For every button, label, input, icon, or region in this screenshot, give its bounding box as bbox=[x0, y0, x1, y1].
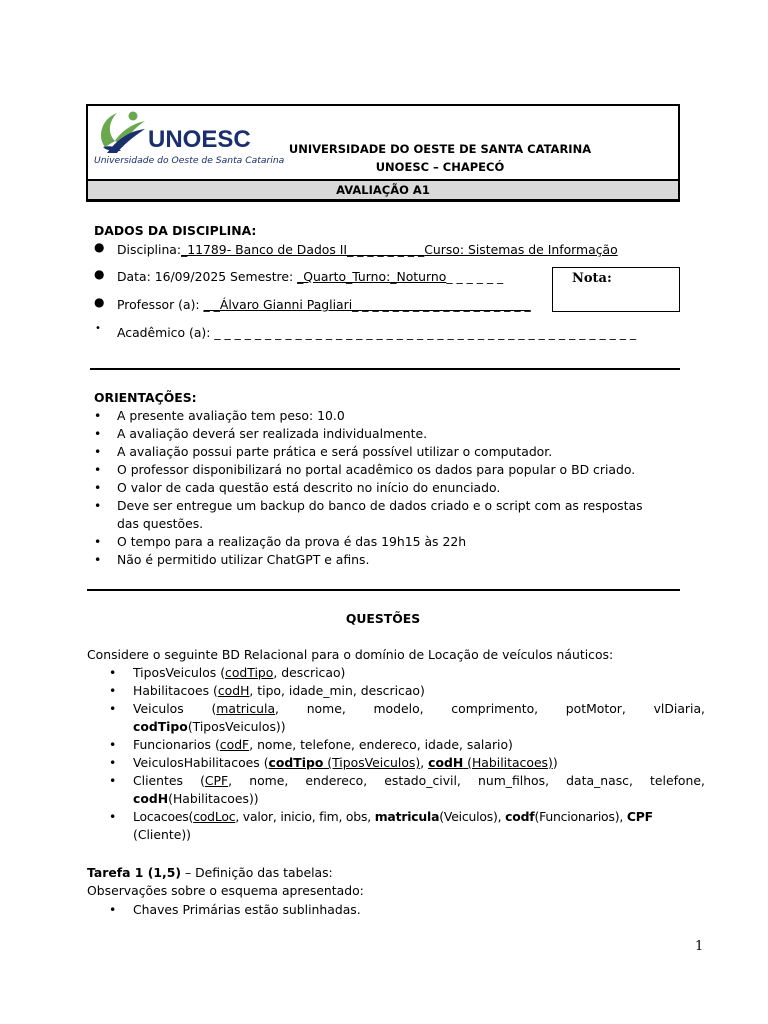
data-line bbox=[117, 268, 503, 286]
list-item: • O valor de cada questão está descrito no início do enunciado. bbox=[94, 480, 501, 495]
orientacoes-list bbox=[94, 407, 684, 569]
evaluation-title: AVALIAÇÃO A1 bbox=[336, 183, 430, 197]
turno-tail: _ _ _ _ _ _ bbox=[446, 269, 504, 284]
nota-label: Nota: bbox=[572, 271, 612, 286]
professor-line bbox=[117, 296, 531, 314]
list-item: • O tempo para a realização da prova é das 19h15 às 22h bbox=[94, 534, 467, 549]
schema-item-tiposveiculos: • TiposVeiculos (codTipo, descricao) bbox=[109, 665, 346, 680]
turno-value: _Noturno bbox=[390, 269, 447, 284]
questoes-intro: Considere o seguinte BD Relacional para o domínio de Locação de veículos náuticos: bbox=[87, 647, 614, 662]
disciplina-value: _11789- Banco de Dados II_ _ _ _ _ _ _ _ bbox=[181, 242, 425, 257]
schema-item-locacoes: • Locacoes(codLoc, valor, inicio, fim, obs, matricula(Veiculos), codf(Funcionarios), CPF (Cliente)) bbox=[109, 809, 653, 842]
bullet: ● bbox=[94, 240, 105, 254]
professor-value: _ _Álvaro Gianni Pagliari_ _ _ _ _ _ _ _ _ _ _ _ _ _ _ _ _ _ bbox=[203, 297, 531, 312]
questoes-heading: QUESTÕES bbox=[345, 611, 421, 626]
schema-list bbox=[109, 664, 705, 844]
semestre-value: _Quarto_Turno: bbox=[297, 269, 391, 284]
list-item: • Deve ser entregue um backup do banco de dados criado e o script com as respostas bbox=[94, 498, 643, 513]
list-item: • A presente avaliação tem peso: 10.0 bbox=[94, 408, 345, 423]
logo-subtitle: Universidade do Oeste de Santa Catarina bbox=[94, 155, 285, 166]
academico-line bbox=[117, 324, 636, 342]
university-campus: UNOESC – CHAPECÓ bbox=[375, 160, 505, 174]
curso-label: Curso: bbox=[424, 242, 465, 257]
section-divider bbox=[87, 589, 680, 591]
disciplina-line bbox=[117, 241, 618, 259]
schema-item-funcionarios: • Funcionarios (codF, nome, telefone, endereco, idade, salario) bbox=[109, 737, 513, 752]
tarefa-line bbox=[87, 864, 333, 882]
schema-item-habilitacoes: • Habilitacoes (codH, tipo, idade_min, descricao) bbox=[109, 683, 425, 698]
schema-item-veiculos: • Veiculos (matricula, nome, modelo, comprimento, potMotor, vlDiaria, codTipo(TiposVeiculos)) bbox=[109, 701, 705, 734]
list-item: • A avaliação possui parte prática e será possível utilizar o computador. bbox=[94, 444, 553, 459]
tarefa-title: Tarefa 1 (1,5) bbox=[87, 865, 182, 880]
orientacoes-heading: ORIENTAÇÕES: bbox=[94, 390, 197, 405]
obs-item: • Chaves Primárias estão sublinhadas. bbox=[109, 902, 361, 917]
data-label: Data: 16/09/2025 Semestre: bbox=[117, 269, 298, 284]
header-band-bottom-line bbox=[86, 201, 680, 202]
list-item: • Não é permitido utilizar ChatGPT e afins. bbox=[94, 552, 370, 567]
disciplina-label: Disciplina: bbox=[117, 242, 182, 257]
academico-label: Acadêmico (a): bbox=[117, 325, 215, 340]
curso-value: Sistemas de Informação bbox=[464, 242, 618, 257]
list-item: • A avaliação deverá ser realizada individualmente. bbox=[94, 426, 428, 441]
bullet: ● bbox=[94, 295, 105, 309]
university-name: UNIVERSIDADE DO OESTE DE SANTA CATARINA bbox=[288, 142, 592, 156]
page-number: 1 bbox=[695, 939, 704, 954]
list-item: • O professor disponibilizará no portal acadêmico os dados para popular o BD criado. bbox=[94, 462, 636, 477]
bullet: • bbox=[95, 323, 101, 334]
discipline-heading: DADOS DA DISCIPLINA: bbox=[94, 223, 257, 238]
obs-heading: Observações sobre o esquema apresentado: bbox=[87, 883, 364, 898]
list-item-continuation: das questões. bbox=[117, 516, 204, 531]
academico-value: _ _ _ _ _ _ _ _ _ _ _ _ _ _ _ _ _ _ _ _ _ _ _ _ _ _ _ _ _ _ _ _ _ _ _ _ _ _ _ _ _ _ bbox=[214, 325, 637, 340]
logo-wordmark: UNOESC bbox=[148, 126, 251, 153]
tarefa-desc: – Definição das tabelas: bbox=[181, 865, 333, 880]
professor-label: Professor (a): bbox=[117, 297, 204, 312]
bullet: ● bbox=[94, 267, 105, 281]
schema-item-clientes: • Clientes (CPF, nome, endereco, estado_civil, num_filhos, data_nasc, telefone, codH(Habilitacoes)) bbox=[109, 773, 705, 806]
section-divider bbox=[90, 368, 680, 370]
schema-item-veiculoshabilitacoes: • VeiculosHabilitacoes (codTipo (TiposVeiculos), codH (Habilitacoes)) bbox=[109, 755, 558, 770]
